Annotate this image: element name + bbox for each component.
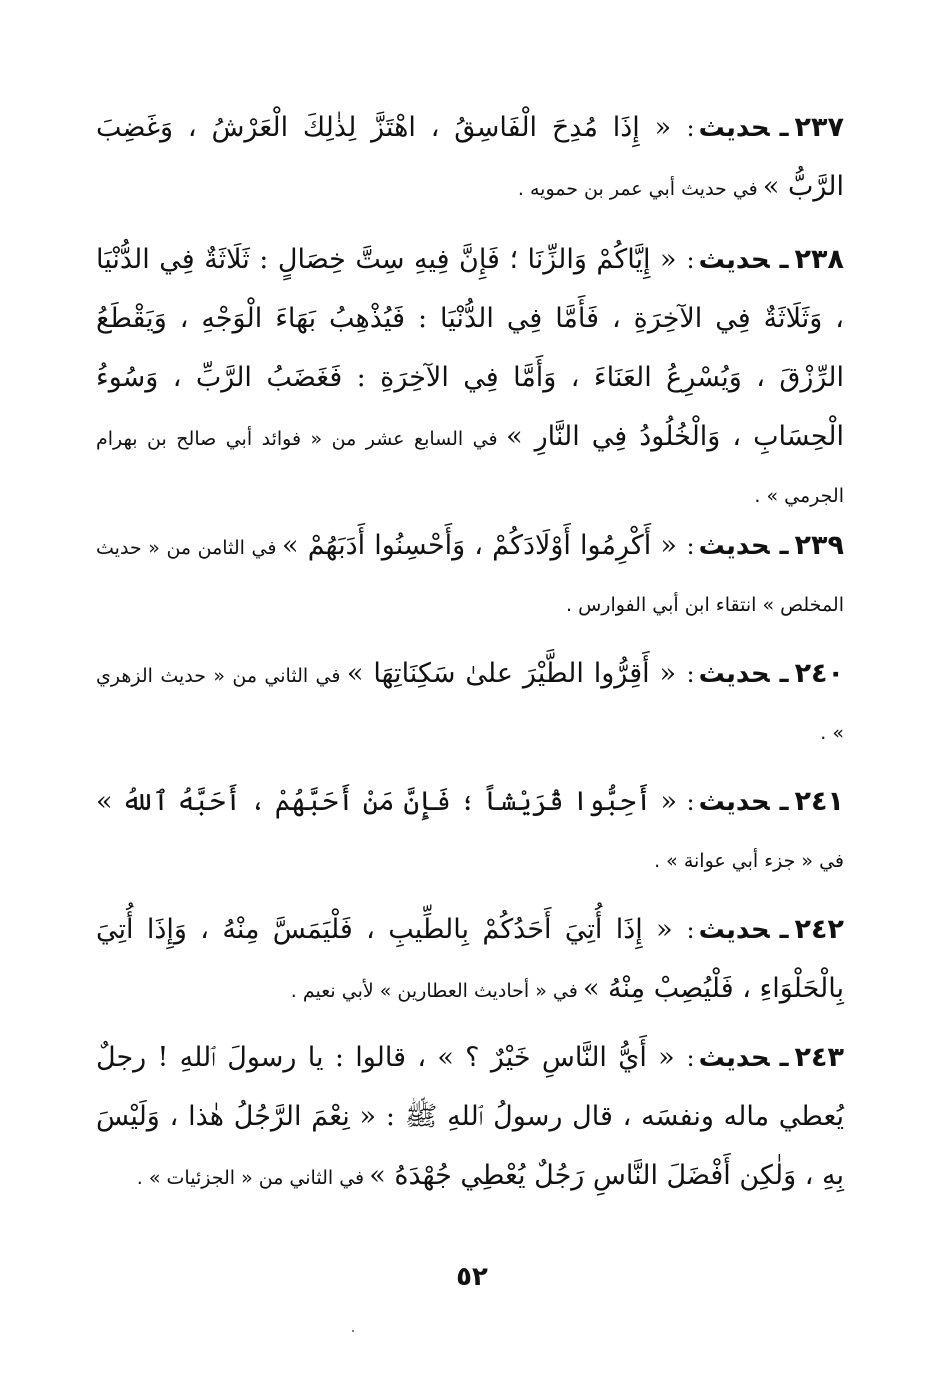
hadith-text: « أَقِرُّوا الطَّيْرَ علىٰ سَكِنَاتِهَا » [346, 658, 677, 689]
hadith-source: في حديث أبي عمر بن حمويه . [517, 178, 758, 200]
entry-colon: : [686, 916, 695, 944]
print-speck [352, 1330, 354, 1332]
entry-number: ٢٤٢ [794, 914, 844, 945]
entry-number: ٢٣٩ [794, 530, 844, 561]
entry-dash: ـ [779, 787, 789, 817]
hadith-source: في السابع عشر من « فوائد أبي صالح بن بهرام الجرمي » . [96, 428, 844, 507]
hadith-text: « إِيَّاكُمْ وَالزِّنَا ؛ فَإِنَّ فِيهِ سِتَّ خِصَالٍ : ثَلَاثَةٌ فِي الدُّنْيَا ، وَثَلَاثَةٌ فِي الآخِرَةِ ، فَأَمَّا فِي الدُّنْيَا : فَيُذْهِبُ بَهَاءَ الْوَجْهِ ، وَيَقْطَعُ الرِّزْقَ ، وَيُسْرِعُ العَنَاءَ ، وَأَمَّا فِي الآخِرَةِ : فَغَضَبُ الرَّبِّ ، وَسُوءُ الْحِسَابِ ، وَالْخُلُودُ فِي النَّارِ » [96, 244, 844, 452]
hadith-entry-241 [96, 774, 844, 890]
hadith-text: « أَيُّ النَّاسِ خَيْرٌ ؟ » ، قالوا : يا رسولَ ٱللهِ ! رجلٌ يُعطي ماله ونفسَه ، قال رسولُ ٱللهِ ﷺ : « نِعْمَ الرَّجُلُ هٰذا ، وَلَيْسَ بِهِ ، وَلٰكِن أَفْضَلَ النَّاسِ رَجُلٌ يُعْطِي جُهْدَهُ » [96, 1042, 844, 1191]
entry-colon: : [686, 1044, 695, 1072]
entry-dash: ـ [779, 1043, 789, 1073]
hadith-entry-238 [96, 232, 844, 525]
entry-number: ٢٣٨ [794, 244, 844, 275]
page-number: ٥٢ [456, 1262, 488, 1292]
hadith-source: في الثاني من « الجزئيات » . [136, 1167, 365, 1189]
entry-colon: : [686, 246, 695, 274]
hadith-entry-239 [96, 518, 844, 634]
hadith-text: « إِذَا مُدِحَ الْفَاسِقُ ، اهْتَزَّ لِذٰلِكَ الْعَرْشُ ، وَغَضِبَ الرَّبُّ » [96, 112, 844, 202]
entry-colon: : [686, 532, 695, 560]
entry-keyword: حديث [698, 531, 770, 561]
hadith-entry-240 [96, 646, 844, 762]
hadith-source: في الثامن من « حديث المخلص » انتقاء ابن أبي الفوارس . [96, 537, 844, 616]
hadith-entry-242 [96, 902, 844, 1020]
hadith-text: « أَكْرِمُوا أَوْلَادَكُمْ ، وَأَحْسِنُوا أَدَبَهُمْ » [282, 530, 677, 561]
entry-keyword: حديث [698, 659, 770, 689]
hadith-entry-237 [96, 100, 844, 218]
entry-keyword: حديث [698, 787, 770, 817]
entry-number: ٢٣٧ [794, 112, 844, 143]
entry-keyword: حديث [698, 1043, 770, 1073]
hadith-text: « أَحِبُّوا قُرَيْشاً ؛ فَإِنَّ مَنْ أَحَبَّهُمْ ، أَحَبَّهُ ٱللهُ » [96, 786, 678, 817]
entry-dash: ـ [779, 659, 789, 689]
hadith-source: في « أحاديث العطارين » لأبي نعيم . [290, 980, 578, 1002]
entry-colon: : [686, 660, 695, 688]
hadith-source: في « جزء أبي عوانة » . [654, 850, 844, 872]
entry-number: ٢٤٣ [794, 1042, 844, 1073]
entry-dash: ـ [779, 245, 789, 275]
hadith-entry-243 [96, 1030, 844, 1207]
hadith-text: « إِذَا أُتِيَ أَحَدُكُمْ بِالطِّيبِ ، فَلْيَمَسَّ مِنْهُ ، وَإِذَا أُتِيَ بِالْحَلْوَاءِ ، فَلْيُصِبْ مِنْهُ » [96, 914, 844, 1004]
entry-colon: : [686, 114, 695, 142]
entry-keyword: حديث [698, 915, 770, 945]
entry-dash: ـ [779, 113, 789, 143]
hadith-source: في الثاني من « حديث الزهري » . [96, 665, 844, 744]
entry-keyword: حديث [698, 113, 770, 143]
entry-number: ٢٤٠ [794, 658, 845, 689]
entry-number: ٢٤١ [794, 786, 844, 817]
entry-dash: ـ [779, 915, 789, 945]
entry-dash: ـ [779, 531, 789, 561]
entry-keyword: حديث [698, 245, 770, 275]
entry-colon: : [686, 788, 695, 816]
